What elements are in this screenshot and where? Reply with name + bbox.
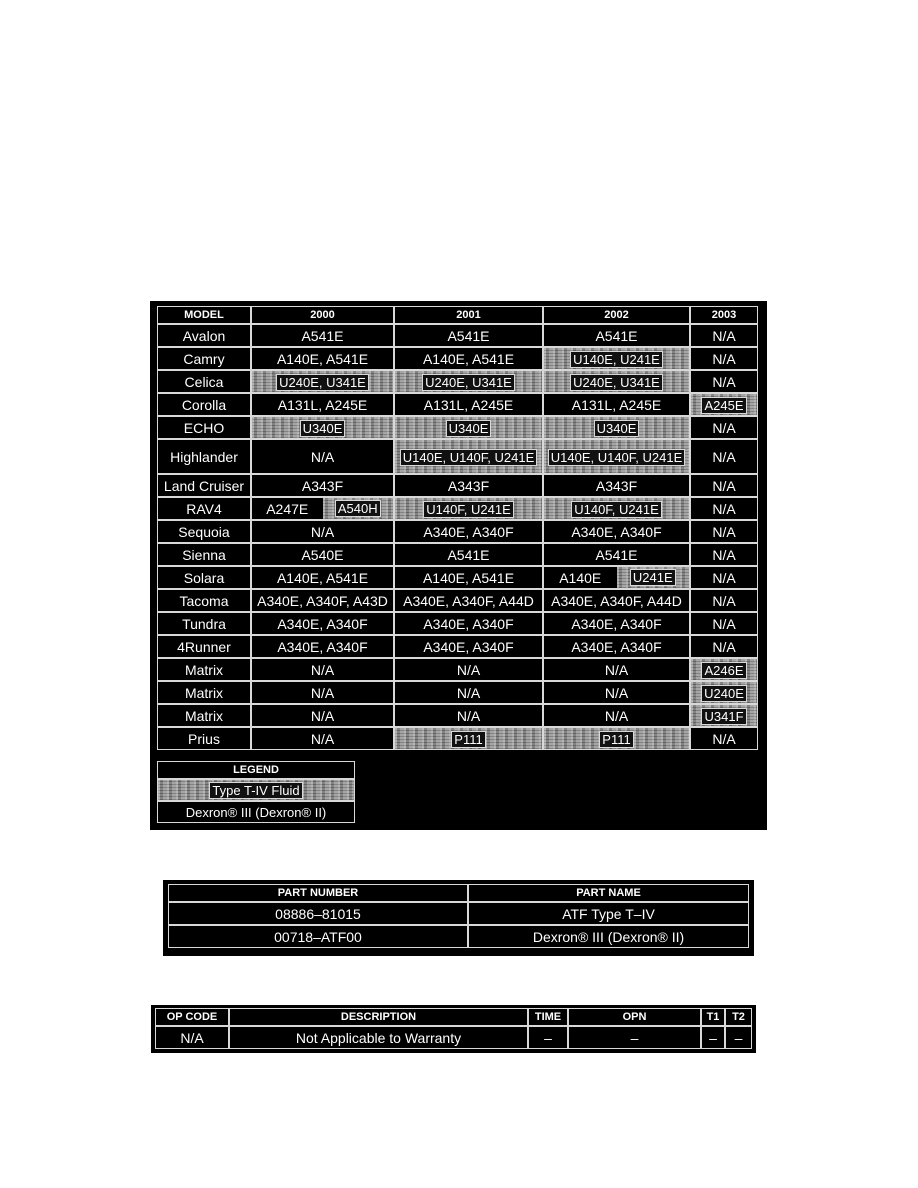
table-row [157, 704, 758, 727]
model-cell: Matrix [157, 681, 251, 704]
cell-2000: A343F [251, 474, 394, 497]
cell-2002: A343F [543, 474, 690, 497]
cell-2003: N/A [690, 370, 758, 393]
cell-2001: A340E, A340F, A44D [394, 589, 543, 612]
cell-2003 [690, 658, 758, 681]
model-transmission-table [157, 306, 758, 750]
cell-2001 [394, 439, 543, 474]
type-t-iv-tag: P111 [451, 731, 485, 748]
type-t-iv-tag: U240E, U341E [276, 374, 369, 391]
header-2003: 2003 [690, 306, 758, 324]
cell-2002: A131L, A245E [543, 393, 690, 416]
header-model: MODEL [157, 306, 251, 324]
table-row [157, 612, 758, 635]
cell-2000: A131L, A245E [251, 393, 394, 416]
cell-2002 [543, 566, 690, 589]
cell-2001: A140E, A541E [394, 566, 543, 589]
model-cell: RAV4 [157, 497, 251, 520]
cell-2001: N/A [394, 704, 543, 727]
cell-2002: A541E [543, 543, 690, 566]
cell-2001 [394, 727, 543, 750]
type-t-iv-tag: U240E [701, 685, 747, 702]
table-row [157, 589, 758, 612]
header-2002: 2002 [543, 306, 690, 324]
model-cell: Sienna [157, 543, 251, 566]
model-cell: Matrix [157, 704, 251, 727]
cell-2001 [394, 370, 543, 393]
cell-2002: A340E, A340F [543, 612, 690, 635]
cell-2003 [690, 393, 758, 416]
legend-table [157, 761, 355, 823]
model-cell: Celica [157, 370, 251, 393]
model-cell: Camry [157, 347, 251, 370]
op-code-panel [151, 1005, 756, 1053]
cell-2001: A340E, A340F [394, 520, 543, 543]
table-row [157, 324, 758, 347]
cell-2003: N/A [690, 727, 758, 750]
type-t-iv-tag: U140F, U241E [423, 501, 514, 518]
cell-2001: A140E, A541E [394, 347, 543, 370]
cell-2003: N/A [690, 497, 758, 520]
cell-2002 [543, 497, 690, 520]
cell-2001: N/A [394, 681, 543, 704]
type-t-iv-tag: U240E, U341E [570, 374, 663, 391]
legend-dexron: Dexron® III (Dexron® II) [157, 801, 355, 823]
header-opn: OPN [568, 1008, 701, 1026]
model-cell: Avalon [157, 324, 251, 347]
model-transmission-panel [150, 301, 767, 830]
legend-title: LEGEND [157, 761, 355, 779]
cell-2000: N/A [251, 727, 394, 750]
table-row [157, 543, 758, 566]
model-cell: Solara [157, 566, 251, 589]
header-part-name: PART NAME [468, 884, 749, 902]
type-t-iv-tag: U341F [701, 708, 746, 725]
table-header-row [157, 306, 758, 324]
type-t-iv-tag: U140E, U140F, U241E [548, 449, 686, 466]
t2-cell: – [725, 1026, 752, 1049]
table-row [157, 566, 758, 589]
part-number-cell: 00718–ATF00 [168, 925, 468, 948]
cell-2001 [394, 497, 543, 520]
cell-2003: N/A [690, 439, 758, 474]
part-number-panel [163, 880, 754, 956]
cell-2001: A541E [394, 324, 543, 347]
type-t-iv-tag: U340E [446, 420, 492, 437]
type-t-iv-tag: U240E, U341E [422, 374, 515, 391]
table-row [157, 370, 758, 393]
type-t-iv-part [323, 498, 394, 519]
cell-2000: A140E, A541E [251, 566, 394, 589]
cell-2000: A140E, A541E [251, 347, 394, 370]
table-row [157, 658, 758, 681]
table-row [168, 925, 749, 948]
op-code-table [155, 1008, 752, 1049]
legend-type-t-iv-label: Type T-IV Fluid [209, 782, 302, 799]
type-t-iv-tag: U140F, U241E [571, 501, 662, 518]
model-cell: Highlander [157, 439, 251, 474]
type-t-iv-tag: U241E [630, 569, 676, 586]
table-row [157, 497, 758, 520]
cell-2000: A540E [251, 543, 394, 566]
cell-2001: N/A [394, 658, 543, 681]
cell-2003: N/A [690, 566, 758, 589]
cell-2001: A541E [394, 543, 543, 566]
header-2001: 2001 [394, 306, 543, 324]
legend-type-t-iv [157, 779, 355, 801]
model-cell: ECHO [157, 416, 251, 439]
dexron-part: A140E [559, 569, 602, 586]
cell-2003: N/A [690, 589, 758, 612]
type-t-iv-tag: A540H [335, 500, 381, 517]
cell-2000 [251, 370, 394, 393]
header-part-number: PART NUMBER [168, 884, 468, 902]
part-name-cell: Dexron® III (Dexron® II) [468, 925, 749, 948]
table-row [157, 439, 758, 474]
table-header-row [155, 1008, 752, 1026]
cell-2000: N/A [251, 520, 394, 543]
part-number-cell: 08886–81015 [168, 902, 468, 925]
cell-2001: A340E, A340F [394, 612, 543, 635]
cell-2003: N/A [690, 543, 758, 566]
header-2000: 2000 [251, 306, 394, 324]
cell-2002: A541E [543, 324, 690, 347]
part-name-cell: ATF Type T–IV [468, 902, 749, 925]
cell-2000: A340E, A340F [251, 612, 394, 635]
cell-2000: N/A [251, 704, 394, 727]
header-t1: T1 [701, 1008, 725, 1026]
cell-2003: N/A [690, 416, 758, 439]
table-row [157, 416, 758, 439]
description-cell: Not Applicable to Warranty [229, 1026, 528, 1049]
cell-2002: A340E, A340F [543, 635, 690, 658]
cell-2001 [394, 416, 543, 439]
model-cell: Matrix [157, 658, 251, 681]
table-row [157, 727, 758, 750]
table-row [157, 393, 758, 416]
cell-2001: A343F [394, 474, 543, 497]
cell-2003 [690, 704, 758, 727]
cell-2002: N/A [543, 658, 690, 681]
cell-2002 [543, 370, 690, 393]
cell-2000 [251, 416, 394, 439]
table-row [157, 347, 758, 370]
cell-2001: A131L, A245E [394, 393, 543, 416]
table-header-row [168, 884, 749, 902]
table-row [157, 520, 758, 543]
type-t-iv-tag: P111 [599, 731, 633, 748]
model-cell: Tacoma [157, 589, 251, 612]
model-cell: Tundra [157, 612, 251, 635]
cell-2002: A340E, A340F, A44D [543, 589, 690, 612]
cell-2000: A541E [251, 324, 394, 347]
cell-2000: N/A [251, 439, 394, 474]
cell-2002: A340E, A340F [543, 520, 690, 543]
cell-2002 [543, 727, 690, 750]
cell-2003: N/A [690, 474, 758, 497]
model-cell: Prius [157, 727, 251, 750]
table-row [155, 1026, 752, 1049]
table-row [157, 635, 758, 658]
type-t-iv-tag: U140E, U241E [570, 351, 663, 368]
cell-2002: N/A [543, 704, 690, 727]
cell-2003: N/A [690, 347, 758, 370]
part-number-table [168, 884, 749, 948]
cell-2000: N/A [251, 681, 394, 704]
cell-2002: N/A [543, 681, 690, 704]
t1-cell: – [701, 1026, 725, 1049]
type-t-iv-tag: A245E [701, 397, 746, 414]
time-cell: – [528, 1026, 568, 1049]
cell-2000: N/A [251, 658, 394, 681]
table-row [157, 681, 758, 704]
cell-2003: N/A [690, 324, 758, 347]
type-t-iv-tag: U340E [300, 420, 346, 437]
model-cell: Corolla [157, 393, 251, 416]
cell-2002 [543, 347, 690, 370]
cell-2000: A340E, A340F, A43D [251, 589, 394, 612]
cell-2002 [543, 439, 690, 474]
model-cell: 4Runner [157, 635, 251, 658]
type-t-iv-tag: U140E, U140F, U241E [400, 449, 538, 466]
cell-2000: A340E, A340F [251, 635, 394, 658]
table-row [157, 474, 758, 497]
header-t2: T2 [725, 1008, 752, 1026]
cell-2003: N/A [690, 635, 758, 658]
header-time: TIME [528, 1008, 568, 1026]
header-description: DESCRIPTION [229, 1008, 528, 1026]
op-code-cell: N/A [155, 1026, 229, 1049]
cell-2002 [543, 416, 690, 439]
type-t-iv-tag: U340E [594, 420, 640, 437]
cell-2003 [690, 681, 758, 704]
cell-2001: A340E, A340F [394, 635, 543, 658]
opn-cell: – [568, 1026, 701, 1049]
type-t-iv-part [617, 567, 690, 588]
cell-2000 [251, 497, 394, 520]
header-op-code: OP CODE [155, 1008, 229, 1026]
cell-2003: N/A [690, 612, 758, 635]
model-cell: Sequoia [157, 520, 251, 543]
dexron-part: A247E [266, 500, 309, 517]
type-t-iv-tag: A246E [701, 662, 746, 679]
cell-2003: N/A [690, 520, 758, 543]
model-cell: Land Cruiser [157, 474, 251, 497]
table-row [168, 902, 749, 925]
